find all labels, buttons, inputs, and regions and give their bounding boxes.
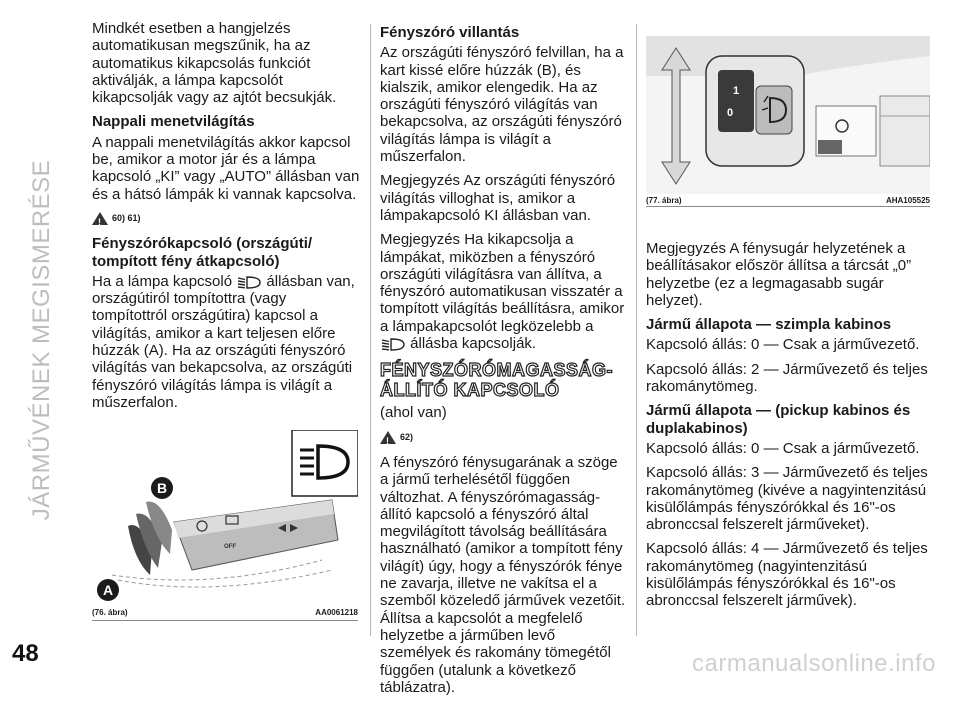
low-beam-icon [236,275,262,289]
paragraph [92,273,364,411]
label-b: B [156,480,168,496]
paragraph: Mindkét esetben a hangjelzés automatikusan megszűnik, ha az automatikus kikapcsolás funkciót aktiválják, a lámpa kapcsolót kikapcsolják vagy az ajtót becsukják. [92,20,337,107]
dial-label-0: 0 [726,107,734,119]
column-right [646,240,930,617]
paragraph: Kapcsoló állás: 0 — Csak a járművezető. [646,336,920,354]
low-beam-icon [380,337,406,351]
figure-code: AA0061218 [315,608,358,617]
paragraph-text: állásban van, országútiról tompítottra (vagy tompítottról országútira) kapcsol a világítás, amikor a kart teljesen előre húzzák (A). Ha az országúti fényszóró világítás van bekapcsolva, az országúti fényszóró világítás lámpa is világít a műszerfalon. [92,272,355,411]
note-paragraph: Megjegyzés Az országúti fényszóró világítás villoghat is, amikor a lámpakapcsoló KI állásban van. [380,172,616,224]
warning-reference [380,429,626,446]
paragraph: Az országúti fényszóró felvillan, ha a kart kissé előre húzzák (B), és kialszik, amikor elengedik. Ha az országúti fényszóró világítás van bekapcsolva, az országúti fényszóró világítás lámpa is világít a műszerfalon. [380,44,624,166]
paragraph: Kapcsoló állás: 0 — Csak a járművezető. [646,439,920,457]
section-heading: Fényszórókapcsoló (országúti/ tompított fény átkapcsoló) [92,235,313,270]
paragraph: Kapcsoló állás: 4 — Járművezető és teljes rakománytömeg (nagyintenzitású kisülőlámpás fényszórókkal és 16"-os abronccsal felszerelt járművek). [646,540,928,610]
stalk-illustration [92,430,358,606]
warning-reference [92,210,364,227]
paragraph: A nappali menetvilágítás akkor kapcsol be, amikor a motor jár és a lámpa kapcsoló „KI” vagy „AUTO” állásban van és a hátsó lámpák ki vannak kapcsolva. [92,133,360,203]
off-label: OFF [224,544,236,550]
paragraph: Kapcsoló állás: 3 — Járművezető és teljes rakománytömeg (kivéve a nagyintenzitású kisülőlámpás fényszórókkal és 16"-os abronccsal felszerelt járműveket). [646,464,928,534]
figure-caption: (76. ábra) [92,608,128,617]
column-left [92,20,364,418]
chapter-side-title-text: JÁRMŰVÉNEK MEGISMERÉSE [28,159,55,521]
dial-label-1: 1 [732,85,740,97]
warning-icon [92,212,108,225]
paragraph: A fényszóró fénysugarának a szöge a jármű terhelésétől függően változhat. A fényszórómagasság-állító kapcsoló a fényszóró által megvilágított távolság beállítására használható (amikor a tompított fény világít) úgy, hogy a fényszórók fénye ne zavarja, illetve ne vakítsa el a szemből közeledő járművek vezetőit. Állítsa a kapcsolót a megfelelő helyzetbe a járműben levő személyek és rakomány tömegétől függően (utalunk a következő táblázatra). [380,453,626,696]
leveling-dial [718,70,754,132]
watermark: carmanualsonline.info [692,650,936,677]
note-paragraph [380,231,626,352]
chapter-heading: FÉNYSZÓRÓMAGASSÁG-ÁLLÍTÓ KAPCSOLÓ [380,360,614,401]
section-heading: Jármű állapota — (pickup kabinos és duplakabinos) [646,402,911,437]
column-divider [636,24,637,636]
figure-caption: (77. ábra) [646,196,682,205]
column-middle [380,20,626,703]
warning-icon [380,431,396,444]
figure-76-headlight-stalk [92,430,358,621]
warning-reference-text: 60) 61) [112,212,141,223]
section-heading: Fényszóró villantás [380,24,520,41]
paragraph: (ahol van) [380,404,447,422]
label-a: A [102,582,114,598]
column-divider [370,24,371,636]
paragraph-text: Ha a lámpa kapcsoló [92,272,233,290]
figure-code: AHA105525 [885,196,930,205]
leveling-switch-illustration [646,36,930,194]
page-number: 48 [12,640,39,667]
paragraph-text: állásba kapcsolják. [410,335,537,353]
warning-reference-text: 62) [400,431,414,442]
section-heading: Jármű állapota — szimpla kabinos [646,316,892,334]
section-heading: Nappali menetvilágítás [92,113,255,131]
figure-77-leveling-switch [646,36,930,207]
paragraph-text: Megjegyzés Ha kikapcsolja a lámpákat, miközben a fényszóró országúti világításra van állítva, a fényszóró automatikusan visszatér a tompított világítás beállításra, amikor a lámpakapcsolót legközelebb a [380,231,625,335]
paragraph: Kapcsoló állás: 2 — Járművezető és teljes rakománytömeg. [646,360,928,396]
note-paragraph: Megjegyzés A fénysugár helyzetének a beállításakor először állítsa a tárcsát „0” helyzetbe (ez a legmagasabb sugár helyzet). [646,240,912,309]
